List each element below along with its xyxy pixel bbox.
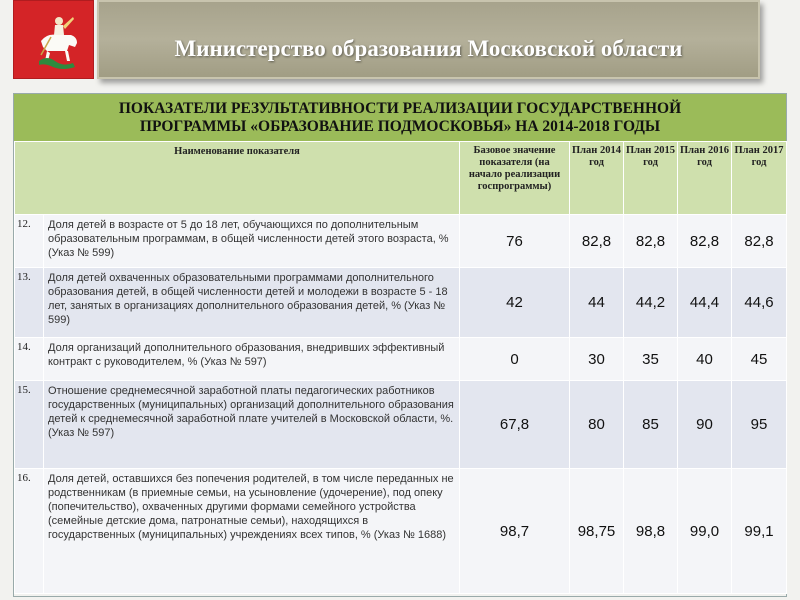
- base-value: 0: [460, 338, 570, 381]
- document-title-line-2: ПРОГРАММЫ «ОБРАЗОВАНИЕ ПОДМОСКОВЬЯ» НА 2014-2018 ГОДЫ: [139, 118, 661, 135]
- column-header-2015: План 2015 год: [624, 142, 678, 215]
- document-title: [14, 94, 786, 141]
- column-header-name: Наименование показателя: [15, 142, 460, 215]
- document-title-line-1: ПОКАЗАТЕЛИ РЕЗУЛЬТАТИВНОСТИ РЕАЛИЗАЦИИ ГОСУДАРСТВЕННОЙ: [118, 100, 682, 117]
- plan-2015: 85: [624, 381, 678, 469]
- base-value: 42: [460, 268, 570, 338]
- row-number: 13.: [15, 268, 44, 338]
- plan-2017: 45: [732, 338, 787, 381]
- plan-2017: 44,6: [732, 268, 787, 338]
- plan-2016: 44,4: [678, 268, 732, 338]
- base-value: 98,7: [460, 469, 570, 594]
- table-row: [15, 469, 787, 594]
- indicators-table-container: [13, 93, 787, 597]
- row-number: 16.: [15, 469, 44, 594]
- ministry-title: Министерство образования Московской области: [174, 36, 683, 61]
- row-number: 12.: [15, 215, 44, 268]
- plan-2017: 95: [732, 381, 787, 469]
- plan-2015: 35: [624, 338, 678, 381]
- indicator-name: Доля детей, оставшихся без попечения родителей, в том числе переданных не родственникам (в приемные семьи, на усыновление (удочерение), под опеку (попечительство), охваченных другими формами семейного устройства (семейные детские дома, патронатные семьи), находящихся в государственных (муниципальных) учреждениях всех типов, % (Указ № 1688): [44, 469, 460, 594]
- plan-2015: 98,8: [624, 469, 678, 594]
- table-row: [15, 381, 787, 469]
- row-number: 15.: [15, 381, 44, 469]
- indicators-table: [14, 141, 787, 594]
- plan-2016: 82,8: [678, 215, 732, 268]
- table-row: [15, 268, 787, 338]
- plan-2017: 99,1: [732, 469, 787, 594]
- base-value: 76: [460, 215, 570, 268]
- plan-2014: 98,75: [570, 469, 624, 594]
- indicator-name: Доля детей в возрасте от 5 до 18 лет, обучающихся по дополнительным образовательным программам, в общей численности детей этого возраста, % (Указ № 599): [44, 215, 460, 268]
- ministry-header: [97, 0, 760, 79]
- column-header-2017: План 2017 год: [732, 142, 787, 215]
- base-value: 67,8: [460, 381, 570, 469]
- plan-2016: 90: [678, 381, 732, 469]
- plan-2014: 82,8: [570, 215, 624, 268]
- indicator-name: Отношение среднемесячной заработной платы педагогических работников государственных (муниципальных) организаций дополнительного образования детей к среднемесячной заработной плате учителей в Московской области, %. (Указ № 597): [44, 381, 460, 469]
- row-number: 14.: [15, 338, 44, 381]
- plan-2014: 30: [570, 338, 624, 381]
- plan-2015: 82,8: [624, 215, 678, 268]
- column-header-base: Базовое значение показателя (на начало реализации госпрограммы): [460, 142, 570, 215]
- indicator-name: Доля детей охваченных образовательными программами дополнительного образования детей, в общей численности детей и молодежи в возрасте 5 - 18 лет, занятых в организациях дополнительного образования детей, % (Указ № 599): [44, 268, 460, 338]
- table-row: [15, 338, 787, 381]
- plan-2015: 44,2: [624, 268, 678, 338]
- column-header-2016: План 2016 год: [678, 142, 732, 215]
- plan-2014: 80: [570, 381, 624, 469]
- table-row: [15, 215, 787, 268]
- indicator-name: Доля организаций дополнительного образования, внедривших эффективный контракт с руководителем, % (Указ № 597): [44, 338, 460, 381]
- coat-of-arms-emblem: [13, 0, 94, 79]
- plan-2016: 40: [678, 338, 732, 381]
- plan-2017: 82,8: [732, 215, 787, 268]
- plan-2016: 99,0: [678, 469, 732, 594]
- table-header-row: [15, 142, 787, 215]
- plan-2014: 44: [570, 268, 624, 338]
- moscow-oblast-coat-of-arms-icon: [33, 11, 81, 71]
- column-header-2014: План 2014 год: [570, 142, 624, 215]
